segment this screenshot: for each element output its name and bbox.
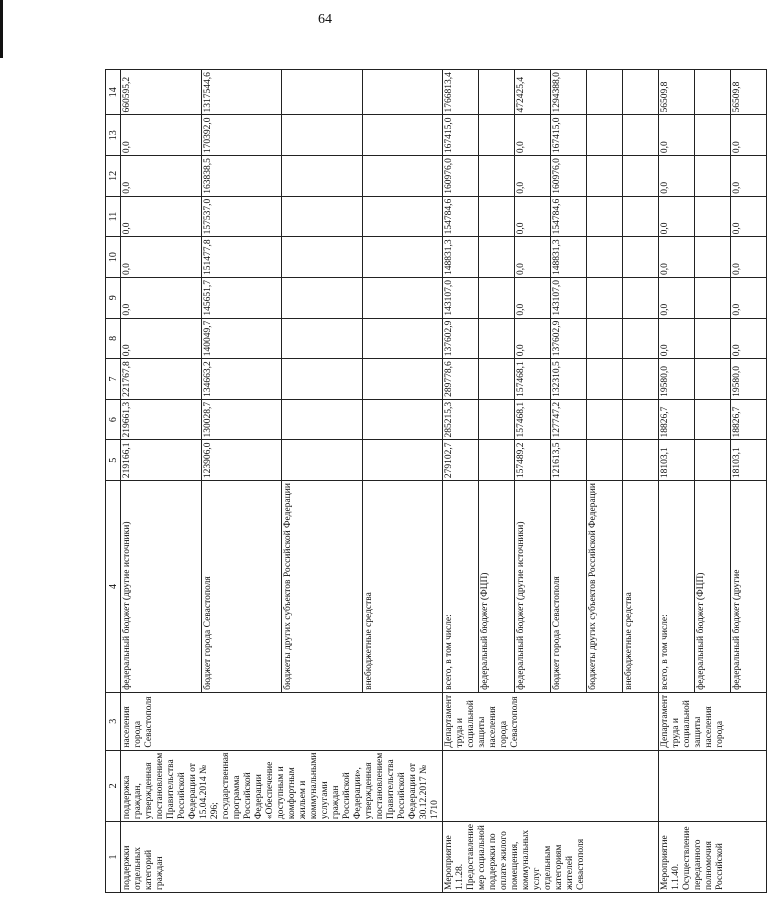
amount-cell [695,115,731,156]
amount-cell [282,70,363,115]
amount-cell: 19580,0 [731,359,767,400]
amount-cell [362,440,443,481]
sec1-executor-cell: населения города Севастополя [121,692,443,750]
page-number: 64 [318,12,332,27]
amount-cell: 170392,0 [201,115,282,156]
amount-cell [623,277,659,318]
amount-cell: 0,0 [659,237,695,278]
amount-cell: 151477,8 [201,237,282,278]
funding-source-cell [731,481,767,693]
amount-cell: 0,0 [515,115,551,156]
funding-source-cell [551,481,587,693]
amount-cell: 143107,0 [551,277,587,318]
amount-cell [623,115,659,156]
amount-cell: 0,0 [515,277,551,318]
amount-cell [623,399,659,440]
amount-cell: 130028,7 [201,399,282,440]
amount-cell [695,237,731,278]
amount-cell [282,237,363,278]
column-number-12: 12 [106,156,121,197]
table-body [106,70,767,893]
amount-cell [282,156,363,197]
funding-source-label: федеральный бюджет (ФЦП) [480,572,490,690]
sec1-row [121,70,202,893]
funding-source-label: внебюджетные средства [363,592,374,690]
sec3-basis-cell [659,750,767,822]
amount-cell: 0,0 [659,196,695,237]
amount-cell: 219166,1 [121,440,202,481]
funding-source-label: бюджеты других субъектов Российской Федерации [283,483,293,690]
sec3-activity-cell: Мероприятие 1.1.40. Осуществление переданного полномочия Российской [659,822,767,893]
amount-cell: 1766813,4 [443,70,479,115]
amount-cell: 0,0 [659,318,695,359]
amount-cell: 148831,3 [551,237,587,278]
amount-cell [282,115,363,156]
amount-cell [479,196,515,237]
amount-cell: 157468,1 [515,399,551,440]
amount-cell [587,70,623,115]
amount-cell [479,440,515,481]
amount-cell [362,70,443,115]
amount-cell: 0,0 [515,318,551,359]
sec2-executor-cell: Департамент труда и социальной защиты населения города Севастополя [443,692,659,750]
amount-cell [587,440,623,481]
amount-cell [362,359,443,400]
funding-source-label: федеральный бюджет (ФЦП) [696,572,706,690]
sec2-basis-cell [443,750,659,822]
amount-cell: 0,0 [731,156,767,197]
amount-cell: 0,0 [515,156,551,197]
column-number-6: 6 [106,399,121,440]
amount-cell [695,277,731,318]
amount-cell: 0,0 [659,277,695,318]
amount-cell: 137602,9 [443,318,479,359]
amount-cell [362,318,443,359]
amount-cell: 145651,7 [201,277,282,318]
funding-source-cell [282,481,363,693]
page-edge-mark [0,0,3,58]
amount-cell [695,359,731,400]
amount-cell: 0,0 [731,115,767,156]
funding-source-label: федеральный бюджет (другие источники) [516,521,526,690]
amount-cell: 0,0 [731,237,767,278]
amount-cell: 0,0 [731,196,767,237]
amount-cell: 132310,5 [551,359,587,400]
amount-cell [695,196,731,237]
amount-cell [623,359,659,400]
column-number-1: 1 [106,822,121,893]
amount-cell [282,196,363,237]
funding-source-label: всего, в том числе: [444,614,454,690]
header-row [106,70,121,893]
amount-cell [695,70,731,115]
amount-cell [282,399,363,440]
funding-source-cell [479,481,515,693]
budget-table [105,69,767,893]
funding-source-cell [443,481,479,693]
funding-source-cell [659,481,695,693]
sec1-activity-cell: поддержки отдельных категорий граждан [121,822,443,893]
amount-cell [695,399,731,440]
amount-cell: 472425,4 [515,70,551,115]
funding-source-cell [121,481,202,693]
amount-cell: 18826,7 [659,399,695,440]
amount-cell: 134663,2 [201,359,282,400]
amount-cell: 121613,5 [551,440,587,481]
amount-cell [479,70,515,115]
amount-cell: 0,0 [121,237,202,278]
sec3-row [659,70,695,893]
amount-cell: 0,0 [121,115,202,156]
column-number-9: 9 [106,277,121,318]
amount-cell: 18826,7 [731,399,767,440]
amount-cell: 148831,3 [443,237,479,278]
column-number-4: 4 [106,481,121,693]
column-number-14: 14 [106,70,121,115]
amount-cell [587,277,623,318]
amount-cell: 167415,0 [443,115,479,156]
amount-cell: 137602,9 [551,318,587,359]
funding-source-cell [623,481,659,693]
amount-cell: 157537,0 [201,196,282,237]
amount-cell: 56509,8 [659,70,695,115]
amount-cell: 157489,2 [515,440,551,481]
amount-cell: 56509,8 [731,70,767,115]
amount-cell [587,115,623,156]
amount-cell: 0,0 [731,318,767,359]
amount-cell: 19580,0 [659,359,695,400]
amount-cell: 279102,7 [443,440,479,481]
column-number-8: 8 [106,318,121,359]
amount-cell [623,440,659,481]
amount-cell: 0,0 [659,115,695,156]
funding-source-label: федеральный бюджет (другие источники) [122,521,132,690]
amount-cell [587,359,623,400]
sec3-executor-cell: Департамент труда и социальной защиты населения города [659,692,767,750]
funding-source-label: бюджеты других субъектов Российской Федерации [588,483,598,690]
amount-cell [623,156,659,197]
amount-cell [362,237,443,278]
column-number-5: 5 [106,440,121,481]
amount-cell [282,359,363,400]
amount-cell [623,237,659,278]
amount-cell: 160976,0 [551,156,587,197]
amount-cell: 221767,8 [121,359,202,400]
column-number-3: 3 [106,692,121,750]
sec1-basis-cell: поддержка граждан, утвержденная постановлением Правительства Российской Федерации от 15.04.2014 № 296; государственная программа Российской Федерации «Обеспечение доступным и комфортным жильем и коммунальными услугами граждан Российской Федерации», утвержденная постановлением Правительства Российской Федерации от 30.12.2017 № 1710 [121,750,443,822]
sec2-activity-cell: Мероприятие 1.1.28. Предоставление мер социальной поддержки по оплате жилого помещения, коммунальных услуг отдельным категориям жителей Севастополя [443,822,659,893]
column-number-7: 7 [106,359,121,400]
amount-cell [282,440,363,481]
funding-source-label: всего, в том числе: [660,614,670,690]
amount-cell [479,359,515,400]
amount-cell [587,399,623,440]
amount-cell [587,318,623,359]
amount-cell: 167415,0 [551,115,587,156]
column-number-2: 2 [106,750,121,822]
funding-source-cell [362,481,443,693]
column-number-10: 10 [106,237,121,278]
amount-cell: 123906,0 [201,440,282,481]
amount-cell [695,156,731,197]
amount-cell: 0,0 [121,277,202,318]
amount-cell [362,156,443,197]
funding-source-cell [695,481,731,693]
amount-cell: 0,0 [659,156,695,197]
amount-cell: 285215,3 [443,399,479,440]
amount-cell [362,399,443,440]
amount-cell [479,115,515,156]
sec2-row [443,70,479,893]
amount-cell [623,196,659,237]
amount-cell [362,196,443,237]
funding-source-label: федеральный бюджет (другие [732,569,742,690]
rotated-table-wrapper [105,69,767,893]
amount-cell [362,115,443,156]
amount-cell: 163838,5 [201,156,282,197]
amount-cell: 0,0 [121,318,202,359]
amount-cell: 160976,0 [443,156,479,197]
amount-cell: 157468,1 [515,359,551,400]
amount-cell: 0,0 [515,196,551,237]
amount-cell: 18103,1 [659,440,695,481]
funding-source-label: бюджет города Севастополя [552,576,562,690]
amount-cell: 1294388,0 [551,70,587,115]
amount-cell [282,277,363,318]
amount-cell: 219661,3 [121,399,202,440]
amount-cell: 0,0 [121,196,202,237]
amount-cell: 0,0 [731,277,767,318]
funding-source-label: внебюджетные средства [624,592,634,690]
amount-cell [695,440,731,481]
amount-cell: 154784,6 [443,196,479,237]
amount-cell [623,318,659,359]
amount-cell: 0,0 [121,156,202,197]
amount-cell [479,318,515,359]
amount-cell [587,237,623,278]
amount-cell: 0,0 [515,237,551,278]
amount-cell: 660595,2 [121,70,202,115]
amount-cell [587,196,623,237]
amount-cell [282,318,363,359]
funding-source-cell [201,481,282,693]
amount-cell [479,237,515,278]
amount-cell [695,318,731,359]
amount-cell: 154784,6 [551,196,587,237]
amount-cell: 127747,2 [551,399,587,440]
funding-source-cell [515,481,551,693]
column-number-13: 13 [106,115,121,156]
amount-cell: 143107,0 [443,277,479,318]
amount-cell [362,277,443,318]
column-number-11: 11 [106,196,121,237]
amount-cell [587,156,623,197]
amount-cell [479,277,515,318]
funding-source-cell [587,481,623,693]
amount-cell: 18103,1 [731,440,767,481]
amount-cell [479,399,515,440]
amount-cell: 289778,6 [443,359,479,400]
amount-cell [479,156,515,197]
amount-cell [623,70,659,115]
amount-cell: 140049,7 [201,318,282,359]
amount-cell: 1317544,6 [201,70,282,115]
funding-source-label: бюджет города Севастополя [202,576,213,690]
